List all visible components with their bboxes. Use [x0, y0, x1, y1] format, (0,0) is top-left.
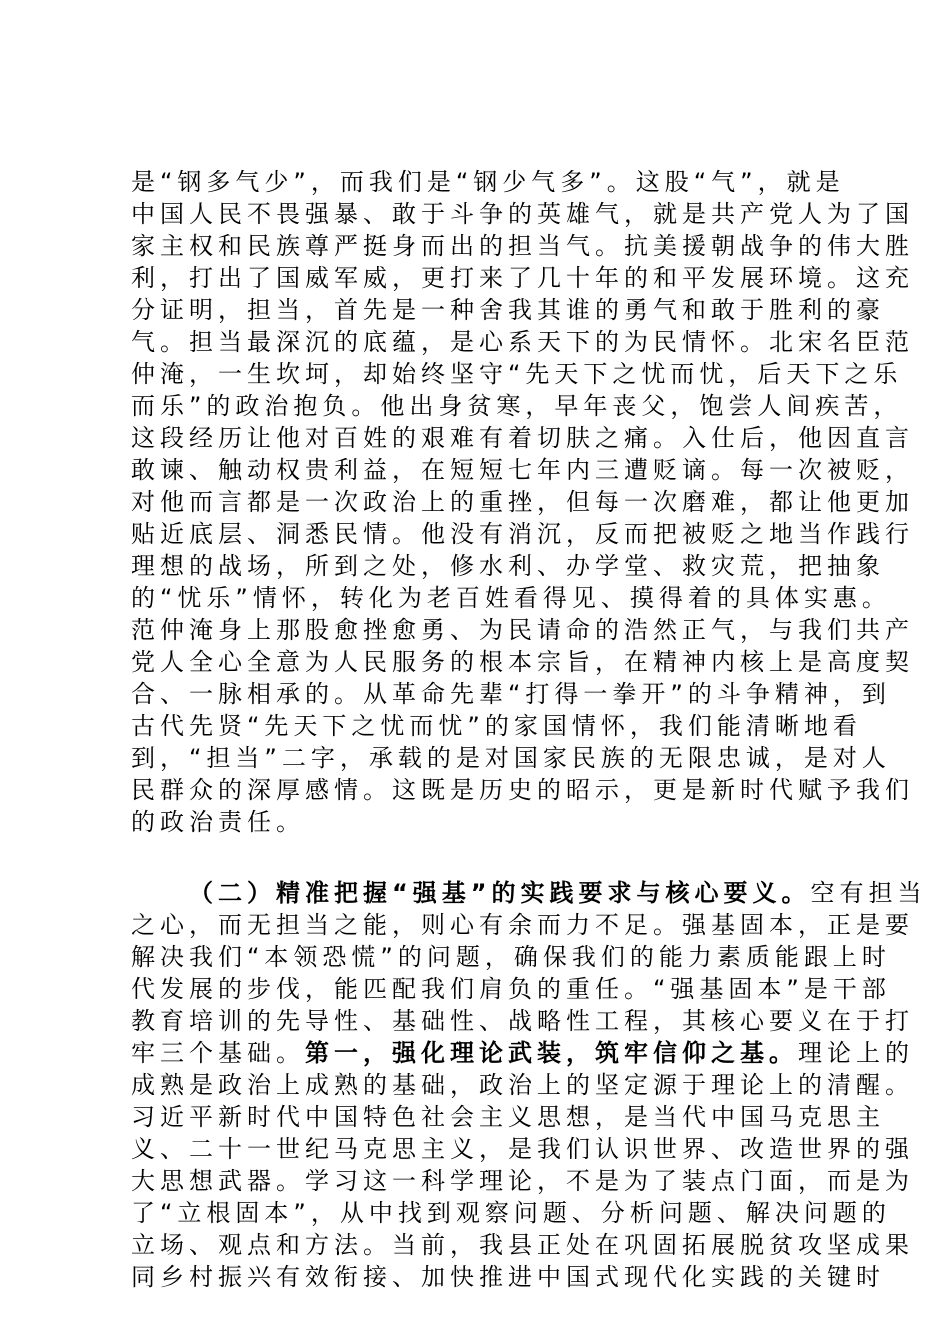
text-line: 代发展的步伐，能匹配我们肩负的重任。“强基固本”是干部: [131, 975, 891, 1003]
paragraph-first-line: [131, 877, 927, 909]
text-line: 成熟是政治上成熟的基础，政治上的坚定源于理论上的清醒。: [131, 1071, 914, 1099]
text-line: 是“钢多气少”，而我们是“钢少气多”。这股“气”，就是: [131, 168, 845, 196]
text-line: 这段经历让他对百姓的艰难有着切肤之痛。入仕后，他因直言: [131, 424, 914, 452]
text-line: 立场、观点和方法。当前，我县正处在巩固拓展脱贫攻坚成果: [131, 1231, 914, 1259]
text-line: 分证明，担当，首先是一种舍我其谁的勇气和敢于胜利的豪: [131, 296, 885, 324]
text-line: 的“忧乐”情怀，转化为老百姓看得见、摸得着的具体实惠。: [131, 584, 891, 612]
text-line: 党人全心全意为人民服务的根本宗旨，在精神内核上是高度契: [131, 648, 914, 676]
text-line: 习近平新时代中国特色社会主义思想，是当代中国马克思主: [131, 1103, 885, 1131]
text-line: 义、二十一世纪马克思主义，是我们认识世界、改造世界的强: [131, 1135, 914, 1163]
text-line: 中国人民不畏强暴、敢于斗争的英雄气，就是共产党人为了国: [131, 200, 914, 228]
heading-trailing-text: 空有担当: [810, 879, 927, 907]
text-line: 理想的战场，所到之处，修水利、办学堂、救灾荒，把抽象: [131, 552, 885, 580]
text-line: 教育培训的先导性、基础性、战略性工程，其核心要义在于打: [131, 1007, 914, 1035]
text-line: 大思想武器。学习这一科学理论，不是为了装点门面，而是为: [131, 1167, 914, 1195]
text-line: 贴近底层、洞悉民情。他没有消沉，反而把被贬之地当作践行: [131, 520, 914, 548]
text-line: 到，“担当”二字，承载的是对国家民族的无限忠诚，是对人: [131, 744, 891, 772]
text-line: 民群众的深厚感情。这既是历史的昭示，更是新时代赋予我们: [131, 776, 914, 804]
text-line: 的政治责任。: [131, 808, 305, 836]
text-line: 家主权和民族尊严挺身而出的担当气。抗美援朝战争的伟大胜: [131, 232, 914, 260]
paragraph-strong-foundation: [131, 877, 927, 1293]
text-line: 敢谏、触动权贵利益，在短短七年内三遭贬谪。每一次被贬，: [131, 456, 914, 484]
text-segment: 理论上的: [798, 1039, 914, 1067]
document-page: [131, 166, 927, 1293]
text-line: 范仲淹身上那股愈挫愈勇、为民请命的浩然正气，与我们共产: [131, 616, 914, 644]
section-heading: （二）精准把握“强基”的实践要求与核心要义。: [189, 879, 811, 907]
text-line: 了“立根固本”，从中找到观察问题、分析问题、解决问题的: [131, 1199, 891, 1227]
paragraph-gap: [131, 838, 831, 877]
text-line: 解决我们“本领恐慌”的问题，确保我们的能力素质能跟上时: [131, 943, 891, 971]
paragraph-courage: [131, 166, 914, 838]
bold-subheading: 第一，强化理论武装，筑牢信仰之基。: [305, 1039, 798, 1067]
text-line: 利，打出了国威军威，更打来了几十年的和平发展环境。这充: [131, 264, 914, 292]
text-line: 而乐”的政治抱负。他出身贫寒，早年丧父，饱尝人间疾苦，: [131, 392, 903, 420]
text-line-with-bold: [131, 1037, 914, 1069]
text-line: 气。担当最深沉的底蕴，是心系天下的为民情怀。北宋名臣范: [131, 328, 914, 356]
text-line: 古代先贤“先天下之忧而忧”的家国情怀，我们能清晰地看: [131, 712, 862, 740]
text-line: 仲淹，一生坎坷，却始终坚守“先天下之忧而忧，后天下之乐: [131, 360, 903, 388]
text-line: 同乡村振兴有效衔接、加快推进中国式现代化实践的关键时: [131, 1263, 885, 1291]
text-line: 合、一脉相承的。从革命先辈“打得一拳开”的斗争精神，到: [131, 680, 891, 708]
text-segment: 牢三个基础。: [131, 1039, 305, 1067]
text-line: 对他而言都是一次政治上的重挫，但每一次磨难，都让他更加: [131, 488, 914, 516]
text-line: 之心，而无担当之能，则心有余而力不足。强基固本，正是要: [131, 911, 914, 939]
